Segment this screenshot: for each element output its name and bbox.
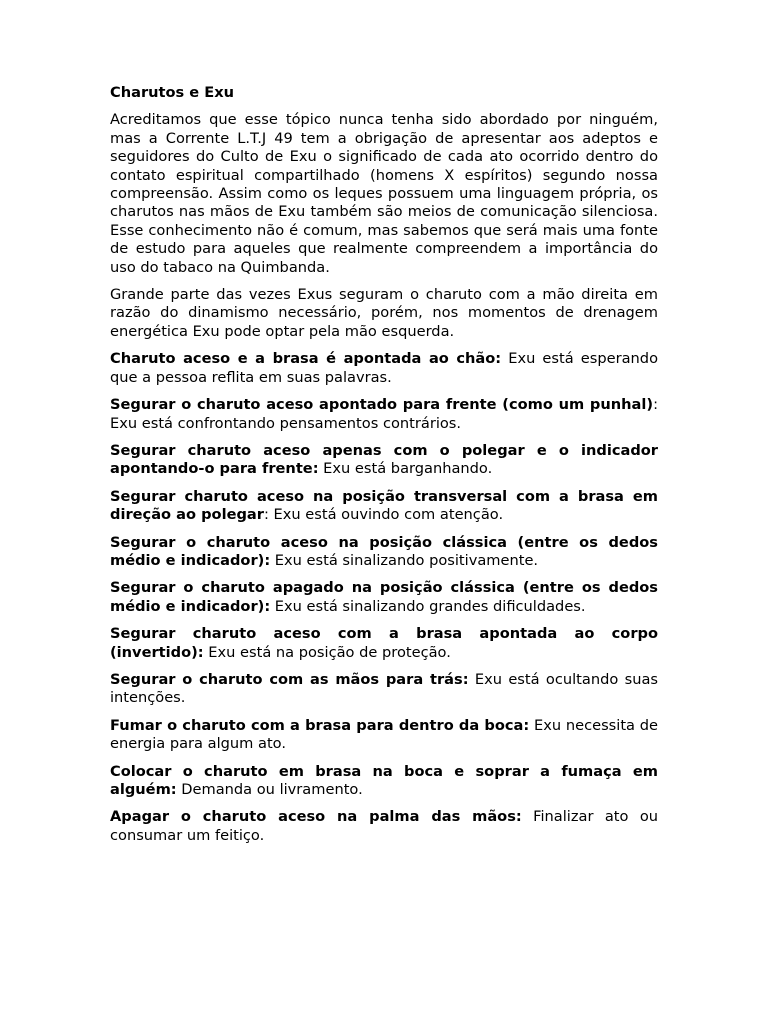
meaning-entry	[110, 488, 658, 525]
meaning-entry	[110, 396, 658, 433]
meaning-entry	[110, 763, 658, 800]
entry-term: Segurar charuto aceso na posição transversal com a brasa em direção ao polegar	[110, 487, 658, 524]
entry-term: Charuto aceso e a brasa é apontada ao chão:	[110, 350, 502, 368]
entry-meaning: : Exu está confrontando pensamentos contrários.	[110, 396, 658, 432]
entry-meaning: Finalizar ato ou consumar um feitiço.	[110, 808, 659, 844]
document-page	[110, 84, 658, 854]
meaning-entry	[110, 717, 658, 754]
document-title: Charutos e Exu	[110, 84, 235, 101]
meaning-entry	[110, 625, 658, 662]
entry-term: Colocar o charuto em brasa na boca e soprar a fumaça em alguém:	[110, 762, 658, 798]
entry-term: Apagar o charuto aceso na palma das mãos:	[110, 808, 522, 826]
entry-term: Segurar charuto aceso apenas com o polegar e o indicador apontando-o para frente:	[110, 441, 658, 478]
entry-meaning: Exu está sinalizando positivamente.	[270, 551, 539, 569]
entry-term: Segurar charuto aceso com a brasa apontada ao corpo (invertido):	[110, 625, 658, 661]
entry-meaning: Exu está na posição de proteção.	[203, 643, 451, 661]
entry-meaning: Demanda ou livramento.	[176, 781, 363, 798]
intro-paragraph: Grande parte das vezes Exus seguram o charuto com a mão direita em razão do dinamismo necessário, porém, nos momentos de drenagem energética Exu pode optar pela mão esquerda.	[110, 286, 658, 340]
entry-term: Fumar o charuto com a brasa para dentro da boca:	[110, 716, 530, 734]
entry-term: Segurar o charuto aceso apontado para frente (como um punhal)	[110, 396, 654, 414]
entry-meaning: Exu necessita de energia para algum ato.	[110, 716, 658, 753]
entry-term: Segurar o charuto apagado na posição clássica (entre os dedos médio e indicador):	[110, 579, 658, 615]
meaning-entry	[110, 442, 658, 479]
entry-meaning: Exu está esperando que a pessoa reflita em suas palavras.	[110, 350, 658, 386]
meaning-entry	[110, 579, 658, 616]
entry-term: Segurar o charuto aceso na posição clássica (entre os dedos médio e indicador):	[110, 533, 658, 569]
entry-meaning: : Exu está ouvindo com atenção.	[263, 506, 504, 524]
entry-meaning: Exu está barganhando.	[318, 460, 493, 478]
meaning-entry	[110, 534, 658, 571]
entry-meaning: Exu está sinalizando grandes dificuldades.	[270, 597, 586, 615]
entry-term: Segurar o charuto com as mãos para trás:	[110, 670, 469, 688]
meaning-entry	[110, 808, 658, 845]
meaning-entry	[110, 671, 658, 708]
intro-paragraph: Acreditamos que esse tópico nunca tenha sido abordado por ninguém, mas a Corrente L.T.J 49 tem a obrigação de apresentar aos adeptos e seguidores do Culto de Exu o significado de cada ato ocorrido dentro do contato espiritual compartilhado (homens X espíritos) segundo nossa compreensão. Assim como os leques possuem uma linguagem própria, os charutos nas mãos de Exu também são meios de comunicação silenciosa. Esse conhecimento não é comum, mas sabemos que será mais uma fonte de estudo para aqueles que realmente compreendem a importância do uso do tabaco na Quimbanda.	[110, 111, 658, 276]
meaning-entry	[110, 350, 658, 387]
entry-meaning: Exu está ocultando suas intenções.	[110, 670, 659, 707]
